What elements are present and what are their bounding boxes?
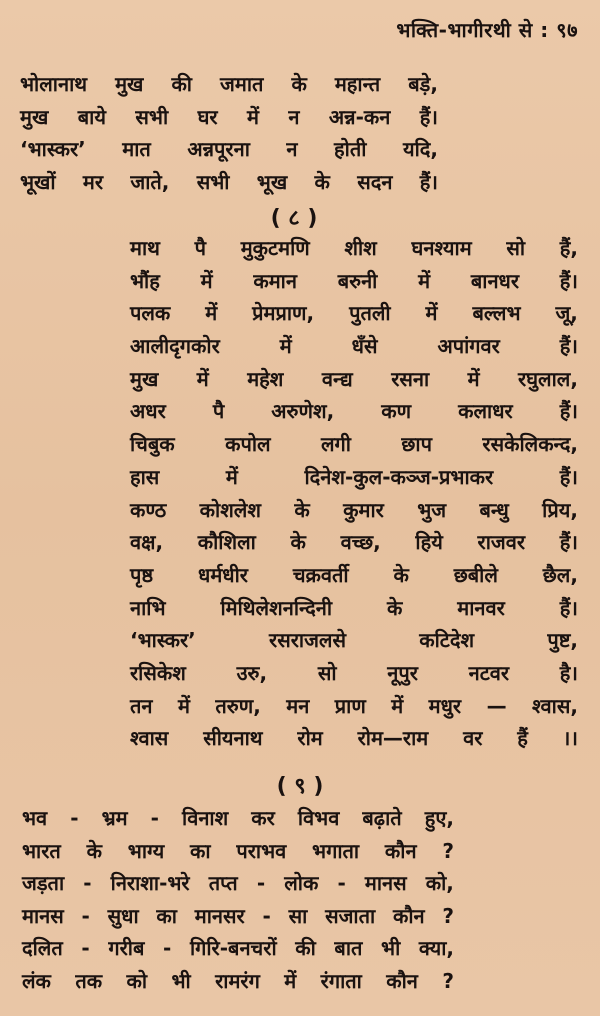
verse-word: कमान [253,268,297,293]
verse-word: में [279,334,292,359]
verse-word: श्वास, [532,693,578,718]
verse-word: धँसे [351,334,378,359]
verse-word: मुख [20,104,49,129]
verse-word: कौशिला [197,530,256,555]
verse-word: भी [171,968,191,993]
verse-word: लोक [284,871,319,895]
page-header: भक्ति-भागीरथी से : ९७ [396,18,578,42]
verse-word: दिनेश-कुल-कञ्ज-प्रभाकर [304,464,494,489]
verse-word: रोम—राम [357,726,429,751]
verse-word: सजाता [325,903,376,928]
verse-line [130,238,578,271]
verse-word: का [156,903,177,928]
verse-word: अधर [130,399,166,424]
verse-word: में [391,693,404,718]
verse-word: रोम [297,726,323,751]
verse-word: बरुनी [337,268,378,293]
verse-word: बाये [77,104,106,129]
verse-word: सभी [135,104,169,129]
verse-word: मुकुटमणि [240,236,310,260]
verse-word: रघुलाल, [518,366,578,391]
verse-word: हैं। [419,104,438,129]
verse-word: कौन [386,968,418,993]
verse-word: हुए, [424,806,454,830]
verse-word: जमात [220,72,264,96]
verse-word: पै [194,236,206,260]
verse-word: मुख [115,72,144,96]
verse-line [130,595,578,631]
verse-line [22,938,454,971]
verse-word: हैं। [559,268,578,293]
verse-word: पलक [130,301,171,326]
verse-word: में [205,301,218,326]
verse-word: पृष्ठ [130,562,154,587]
verse-word: महेश [247,366,284,391]
verse-word: सीयनाथ [203,726,263,751]
verse-word: की [171,72,192,96]
stanza-2 [130,238,578,761]
verse-word: वर [463,726,483,751]
verse-word: ‘भास्कर’ [20,137,86,161]
verse-line [20,104,438,140]
verse-word: के [86,838,102,863]
verse-word: बड़े, [408,72,438,96]
verse-line [22,808,454,841]
verse-word: हैं। [559,595,578,620]
verse-word: मुख [130,366,159,391]
verse-word: हैं, [559,236,578,260]
verse-word: के [290,530,306,555]
verse-word: नटवर [468,660,510,685]
verse-word: कपोल [225,432,271,457]
verse-word: में [196,366,209,391]
verse-word: बानधर [470,268,520,293]
verse-word: तप्त [208,871,238,895]
verse-word: वन्द्य [321,366,353,391]
section-number-9: ( ९ ) [276,774,324,799]
stanza-1 [20,74,438,204]
stanza-3 [22,808,454,1003]
verse-word: न [288,104,300,129]
verse-word: शीश [344,236,377,260]
verse-word: - [150,806,159,830]
verse-word: माथ [130,236,160,260]
verse-line [130,434,578,467]
verse-word: के [393,562,409,587]
verse-word: कण्ठ [130,497,167,522]
verse-line [130,562,578,598]
verse-word: सभी [196,169,230,194]
verse-word: हैं। [559,530,578,555]
verse-word: ।। [562,726,578,751]
verse-word: हैं। [419,169,438,194]
verse-word: के [314,169,330,194]
verse-word: रसकेलिकन्द, [482,432,578,457]
verse-word: भोलानाथ [20,72,88,96]
verse-word: ? [442,968,454,993]
verse-line [22,838,454,874]
verse-line [130,630,578,663]
verse-word: के [294,497,310,522]
verse-line [130,693,578,729]
verse-word: तन [130,693,153,718]
verse-word: - [70,806,79,830]
verse-word: बढ़ाते [362,806,402,830]
verse-line [130,401,578,434]
verse-line [130,497,578,533]
verse-line [130,464,578,500]
verse-word: में [425,301,438,326]
verse-word: अपांगवर [437,334,500,359]
verse-word: भूखों [20,169,56,194]
verse-line [130,660,578,696]
verse-line [130,268,578,304]
verse-word: सो [317,660,337,685]
verse-word: मानवर [457,595,505,620]
verse-word: कोशलेश [199,497,261,522]
verse-line [130,532,578,565]
verse-word: मधुर [428,693,462,718]
verse-line [130,336,578,369]
verse-word: मात [122,137,151,161]
verse-word: हैं। [559,399,578,424]
verse-word: का [190,838,211,863]
verse-word: - [81,903,90,928]
verse-word: धर्मधीर [198,562,248,587]
verse-line [130,728,578,761]
verse-line [20,169,438,205]
verse-word: बन्धु [479,497,509,522]
verse-word: कर [251,806,275,830]
verse-word: रसना [391,366,430,391]
verse-word: रामरंग [215,968,260,993]
verse-word: भुज [417,497,447,522]
verse-word: वच्छ, [340,530,381,555]
verse-word: मर [82,169,104,194]
verse-word: प्रिय, [542,497,578,522]
verse-word: हैं [517,726,528,751]
verse-word: राजवर [477,530,526,555]
verse-word: वक्ष, [130,530,164,555]
verse-word: भगाता [312,838,360,863]
verse-word: कौन [392,903,425,928]
verse-word: को, [425,871,454,895]
verse-word: कौन [384,838,417,863]
verse-word: जाते, [130,169,170,194]
verse-word: मानसर [194,903,245,928]
verse-word: ? [442,903,454,928]
verse-word: ‘भास्कर’ [130,628,196,653]
verse-word: - [83,871,92,895]
verse-word: कुमार [343,497,384,522]
verse-word: कण [381,399,412,424]
verse-word: तरुण, [215,693,261,718]
verse-word: भ्रम [101,806,128,830]
verse-word: मिथिलेशनन्दिनी [220,595,333,620]
verse-word: में [225,464,238,489]
verse-word: पुतली [349,301,391,326]
verse-word: विभव [297,806,340,830]
verse-word: भी [381,936,401,960]
verse-word: अन्नपूरना [187,137,250,161]
verse-word: में [200,268,213,293]
verse-line [130,303,578,336]
verse-word: न [286,137,298,161]
verse-word: हिये [415,530,443,555]
verse-word: भौंह [130,268,160,293]
verse-word: श्वास [130,726,169,751]
verse-word: रसिकेश [130,660,186,685]
verse-word: विनाश [182,806,229,830]
verse-word: लंक [22,968,51,993]
verse-word: नाभि [130,595,166,620]
verse-word: सा [288,903,308,928]
verse-word: होती [334,137,367,161]
verse-word: मन [286,693,310,718]
verse-word: नूपुर [387,660,418,685]
verse-word: घनश्याम [411,236,472,260]
verse-word: - [256,871,266,895]
verse-word: अरुणेश, [271,399,335,424]
verse-word: क्या, [418,936,454,960]
verse-word: छैल, [542,562,578,587]
verse-word: रसराजलसे [269,628,346,653]
verse-word: - [337,871,346,895]
verse-word: भव [22,806,48,830]
verse-word: हैं। [559,334,578,359]
verse-word: के [291,72,307,96]
verse-word: भारत [22,838,61,863]
verse-word: को [126,968,148,993]
verse-word: के [387,595,403,620]
verse-word: गिरि-बनचरों [189,936,277,960]
verse-line [22,903,454,939]
verse-word: यदि, [402,137,438,161]
verse-word: सदन [357,169,393,194]
verse-word: हैं। [559,464,578,489]
verse-word: लगी [320,432,351,457]
section-number-8: ( ८ ) [270,206,318,231]
verse-word: बात [334,936,363,960]
verse-word: चिबुक [130,432,175,457]
verse-word: में [467,366,480,391]
verse-word: दलित [22,936,63,960]
verse-word: ? [442,838,454,863]
verse-word: पराभव [236,838,287,863]
verse-line [22,968,454,1004]
verse-word: — [486,693,507,718]
verse-word: अन्न-कन [328,104,391,129]
verse-word: घर [197,104,218,129]
verse-word: चक्रवर्ती [292,562,349,587]
verse-word: - [163,936,172,960]
verse-word: हास [130,464,160,489]
verse-word: प्रेमप्राण, [252,301,315,326]
verse-word: में [284,968,297,993]
verse-word: आलीदृगकोर [130,334,220,359]
verse-word: पै [212,399,225,424]
verse-word: कटिदेश [419,628,475,653]
verse-word: मानस [364,871,407,895]
verse-word: भाग्य [127,838,165,863]
verse-word: सो [506,236,526,260]
verse-word: में [177,693,190,718]
verse-word: की [295,936,316,960]
verse-word: गरीब [108,936,145,960]
verse-word: भूख [256,169,288,194]
verse-word: पुष्ट, [547,628,578,653]
verse-word: उरु, [236,660,268,685]
verse-word: तक [75,968,103,993]
verse-word: महान्त [334,72,381,96]
verse-word: में [246,104,259,129]
verse-word: बल्लभ [472,301,521,326]
verse-word: जड़ता [22,871,65,895]
verse-word: मानस [22,903,64,928]
verse-word: सुधा [107,903,139,928]
verse-line [130,366,578,402]
verse-word: कलाधर [458,399,513,424]
verse-word: है। [559,660,578,685]
verse-line [20,139,438,172]
verse-line [22,873,454,906]
verse-word: निराशा-भरे [110,871,190,895]
verse-word: रंगाता [320,968,362,993]
verse-word: जू, [555,301,578,326]
verse-line [20,74,438,107]
verse-word: - [81,936,90,960]
verse-word: छाप [401,432,432,457]
verse-word: छबीले [453,562,498,587]
verse-word: प्राण [334,693,366,718]
verse-word: में [418,268,431,293]
verse-word: - [262,903,271,928]
